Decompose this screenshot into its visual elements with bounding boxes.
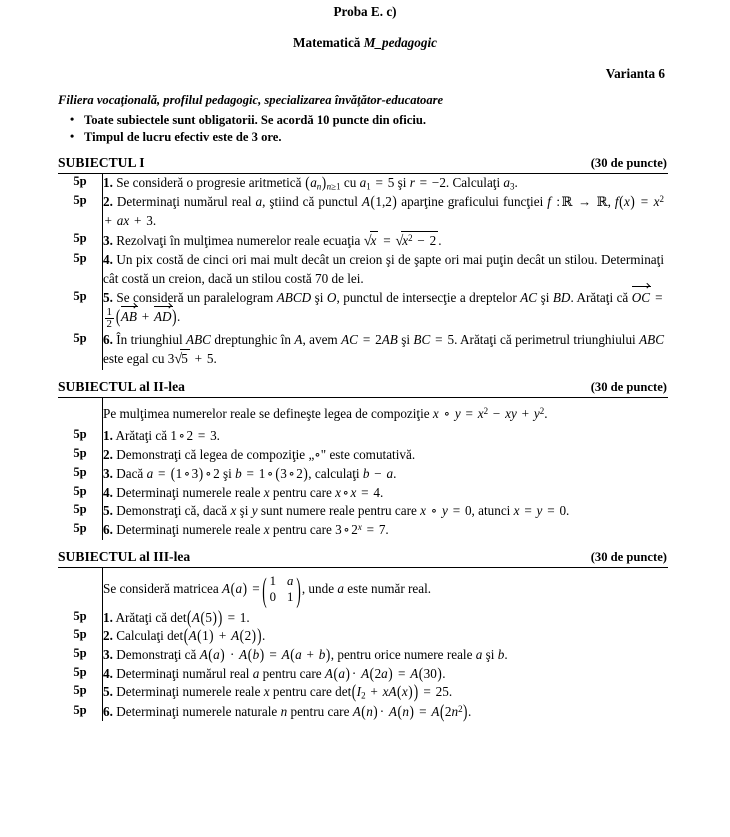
points-cell: 5p: [58, 484, 103, 503]
points-cell: 5p: [58, 193, 103, 230]
exam-page: [0, 4, 730, 837]
section-points: (30 de puncte): [590, 379, 667, 394]
points-cell: 5p: [58, 251, 103, 288]
table-row: [58, 484, 664, 503]
problem-text: 3. Rezolvaţi în mulţimea numerelor reale ecuaţia $√x = √x^2 - 2$ .: [103, 232, 442, 249]
table-row: [58, 568, 664, 609]
item-number: 1.: [103, 609, 113, 625]
table-row: [58, 289, 664, 331]
problem-text: 4. Un pix costă de cinci ori mai mult decât un creion şi de şapte ori mai puţin decât un stilou. Determinaţi cât costă un creion, dacă un stilou costă 70 de lei.: [103, 252, 664, 286]
exam-phase-title: Proba E. c): [333, 4, 397, 19]
table-row: [58, 446, 664, 465]
problem-table-2: [58, 398, 664, 540]
points-cell: 5p: [58, 427, 103, 446]
matrix-cell-r2c2: 1: [287, 589, 294, 604]
item-number: 2.: [103, 447, 113, 463]
item-number: 4.: [103, 484, 113, 500]
item-number: 1.: [103, 175, 113, 191]
table-row: [58, 251, 664, 288]
problem-text: 1. Arătaţi că 1 ∘ 2 = 3.: [103, 428, 220, 444]
exam-instructions-list: [62, 112, 668, 146]
points-cell: 5p: [58, 683, 103, 702]
item-number: 5.: [103, 289, 113, 305]
item-number: 4.: [103, 665, 113, 681]
table-row: [58, 683, 664, 702]
table-row: [58, 465, 664, 484]
item-number: 1.: [103, 428, 113, 444]
problem-table-3: [58, 568, 664, 722]
section-points: (30 de puncte): [590, 156, 667, 171]
table-row: [58, 193, 664, 230]
section-lead-text: Pe mulţimea numerelor reale se defineşte legea de compoziţie x ∘ $y = x^2$ − xy + $y^2$.: [103, 405, 548, 421]
subject-code: M_pedagogic: [363, 35, 437, 51]
problem-text: 4. Determinaţi numerele reale x pentru care x ∘ x = 4.: [103, 484, 384, 500]
item-number: 3.: [103, 465, 113, 481]
item-number: 3.: [103, 232, 113, 248]
subject-name: Matematică: [293, 35, 364, 51]
track-profile-line: Filiera vocaţională, profilul pedagogic, specializarea învăţător-educatoare: [58, 93, 444, 108]
points-cell: 5p: [58, 174, 103, 193]
points-cell: 5p: [58, 646, 103, 665]
item-number: 5.: [103, 503, 113, 519]
instruction-item: [62, 112, 668, 129]
problem-text: 6. În triunghiul ABC dreptunghic în A, avem AC = 2AB şi BC = 5. Arătaţi că perimetrul triunghiului ABC este egal cu 3√5 + 5.: [103, 331, 665, 368]
points-cell: 5p: [58, 465, 103, 484]
section-header-2: [58, 379, 668, 395]
section-points: (30 de puncte): [590, 549, 667, 564]
table-row: [58, 521, 664, 540]
points-cell: 5p: [58, 331, 103, 370]
problem-table-1: [58, 174, 664, 370]
problem-text: 2. Demonstraţi că legea de compoziţie „∘" este comutativă.: [103, 447, 416, 463]
matrix-cell-r2c1: 0: [269, 589, 277, 604]
item-number: 6.: [103, 703, 113, 719]
table-row: [58, 646, 664, 665]
table-row: [58, 174, 664, 193]
problem-text: 3. Dacă a = (1 ∘ 3) ∘ 2 şi b = 1 ∘ (3 ∘ 2), calculaţi b − a.: [103, 464, 397, 483]
item-number: 3.: [103, 646, 113, 662]
section-title: SUBIECTUL al III-lea: [58, 548, 191, 564]
table-row: [58, 427, 664, 446]
matrix-2x2: ( 1 a 0 1 ): [262, 569, 301, 609]
bullet-icon: •: [70, 112, 75, 127]
bullet-icon: •: [70, 129, 75, 144]
problem-text: 5. Determinaţi numerele reale x pentru care $\det(I_2 + xA(x)) = 25$.: [103, 680, 453, 703]
section-header-3: [58, 549, 668, 565]
problem-text: 1. Arătaţi că det(A(5)) = 1.: [103, 605, 250, 628]
points-cell: 5p: [58, 502, 103, 521]
problem-text: 2. Calculaţi det(A(1) + A(2)).: [103, 624, 266, 647]
points-cell: 5p: [58, 665, 103, 684]
section-lead-text: Se consideră matricea A(a) = ( 1 a 0 1 ) , unde a este număr real.: [103, 569, 432, 609]
table-row: [58, 665, 664, 684]
item-number: 2.: [103, 194, 113, 210]
section-header-1: [58, 155, 668, 171]
problem-text: 6. Determinaţi numerele reale x pentru care 3 ∘ 2$^x$ = 7.: [103, 522, 389, 538]
problem-text: 6. Determinaţi numerele naturale n pentru care $A(n) \cdot A(n) = A(2n^2)$.: [103, 699, 472, 722]
item-number: 6.: [103, 331, 113, 347]
problem-text: 1. Se consideră o progresie aritmetică $(a_n)_{n\ge 1}$ cu $a_1 = 5$ şi r = −2. Calculaţi $a_3$.: [103, 173, 518, 192]
item-number: 4.: [103, 252, 113, 268]
matrix-cell-r1c2: a: [287, 574, 294, 589]
table-row: [58, 231, 664, 251]
table-row: [58, 331, 664, 370]
problem-text: 3. Demonstraţi că A(a) · A(b) = A(a + b), pentru orice numere reale a şi b.: [103, 645, 508, 664]
table-row: [58, 609, 664, 628]
item-number: 6.: [103, 522, 113, 538]
points-cell: 5p: [58, 289, 103, 331]
points-cell: 5p: [58, 703, 103, 722]
points-cell: 5p: [58, 231, 103, 251]
item-number: 5.: [103, 684, 113, 700]
points-cell: 5p: [58, 446, 103, 465]
table-row: [58, 703, 664, 722]
item-number: 2.: [103, 628, 113, 644]
variant-label: Varianta 6: [605, 66, 665, 82]
points-cell: 5p: [58, 609, 103, 628]
exam-subject-title: [62, 35, 668, 50]
problem-text: 5. Demonstraţi că, dacă x şi y sunt numere reale pentru care x ∘ y = 0, atunci x = y = 0.: [103, 503, 570, 519]
instruction-item: [62, 129, 668, 146]
problem-text: 4. Determinaţi numărul real a pentru care A(a) · A(2a) = A(30).: [103, 664, 446, 683]
points-cell: 5p: [58, 627, 103, 646]
section-title: SUBIECTUL al II-lea: [58, 378, 185, 394]
section-title: SUBIECTUL I: [58, 155, 145, 171]
instruction-text: Timpul de lucru efectiv este de 3 ore.: [84, 130, 282, 145]
matrix-cell-r1c1: 1: [269, 574, 277, 589]
problem-text: 2. Determinaţi numărul real a, ştiind că punctul A(1,2) aparţine graficului funcţiei f : ℝ → ℝ, $f(x) = x^2$ + ax + 3.: [103, 192, 665, 229]
table-row: [58, 502, 664, 521]
table-row: [58, 398, 664, 428]
instruction-text: Toate subiectele sunt obligatorii. Se acordă 10 puncte din oficiu.: [84, 113, 427, 128]
points-cell-empty: [58, 398, 103, 428]
table-row: [58, 627, 664, 646]
points-cell: 5p: [58, 521, 103, 540]
problem-text: 5. Se consideră un paralelogram ABCD şi O, punctul de intersecţie a dreptelor AC şi BD. Arătaţi că OC = $\frac{1}{2}$ (AB + AD).: [103, 289, 663, 331]
points-cell-empty: [58, 568, 103, 609]
